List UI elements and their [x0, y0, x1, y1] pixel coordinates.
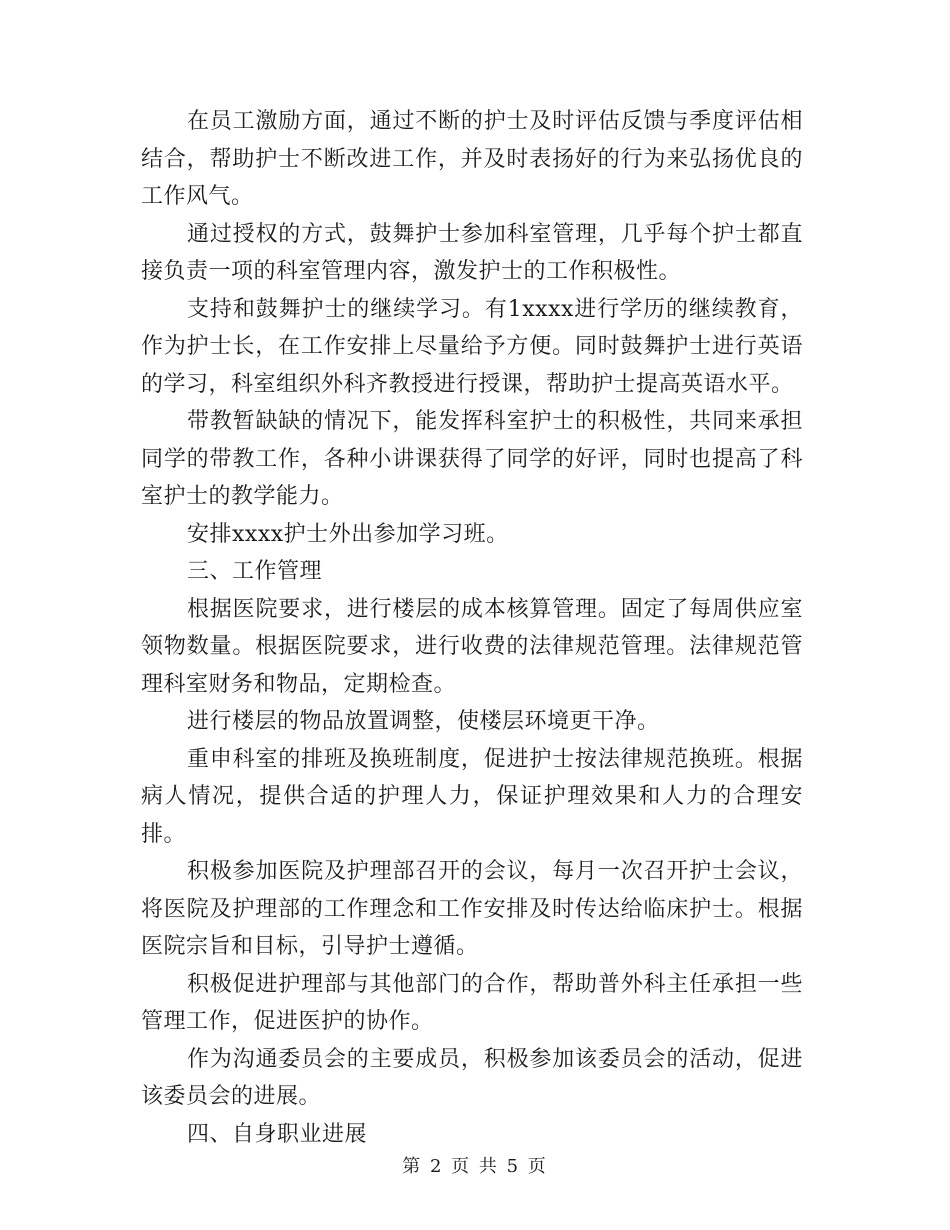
paragraph-cost-accounting: 根据医院要求，进行楼层的成本核算管理。固定了每周供应室领物数量。根据医院要求，进行收费的法律规范管理。法律规范管理科室财务和物品，定期检查。: [141, 596, 803, 697]
paragraph-continuing-education: 支持和鼓舞护士的继续学习。有1xxxx进行学历的继续教育，作为护士长，在工作安排上尽量给予方便。同时鼓舞护士进行英语的学习，科室组织外科齐教授进行授课，帮助护士提高英语水平。: [141, 296, 803, 397]
paragraph-cooperation: 积极促进护理部与其他部门的合作，帮助普外科主任承担一些管理工作，促进医护的协作。: [141, 971, 803, 1034]
paragraph-committee: 作为沟通委员会的主要成员，积极参加该委员会的活动，促进该委员会的进展。: [141, 1046, 803, 1109]
paragraph-item-placement: 进行楼层的物品放置调整，使楼层环境更干净。: [187, 709, 660, 734]
document-body: [141, 103, 803, 1153]
section-heading-work-management: 三、工作管理: [187, 559, 323, 584]
paragraph-meetings: 积极参加医院及护理部召开的会议，每月一次召开护士会议，将医院及护理部的工作理念和工作安排及时传达给临床护士。根据医院宗旨和目标，引导护士遵循。: [141, 859, 803, 959]
page-number-footer: 第 2 页 共 5 页: [402, 1156, 548, 1177]
paragraph-authorization: 通过授权的方式，鼓舞护士参加科室管理，几乎每个护士都直接负责一项的科室管理内容，激发护士的工作积极性。: [141, 221, 803, 284]
paragraph-training-class: 安排xxxx护士外出参加学习班。: [187, 521, 509, 547]
paragraph-teaching: 带教暂缺缺的情况下，能发挥科室护士的积极性，共同来承担同学的带教工作，各种小讲课获得了同学的好评，同时也提高了科室护士的教学能力。: [141, 409, 803, 509]
section-heading-career-development: 四、自身职业进展: [187, 1121, 368, 1147]
paragraph-shift-scheduling: 重申科室的排班及换班制度，促进护士按法律规范换班。根据病人情况，提供合适的护理人力，保证护理效果和人力的合理安排。: [141, 746, 803, 847]
paragraph-staff-incentive: 在员工激励方面，通过不断的护士及时评估反馈与季度评估相结合，帮助护士不断改进工作，并及时表扬好的行为来弘扬优良的工作风气。: [141, 109, 803, 209]
